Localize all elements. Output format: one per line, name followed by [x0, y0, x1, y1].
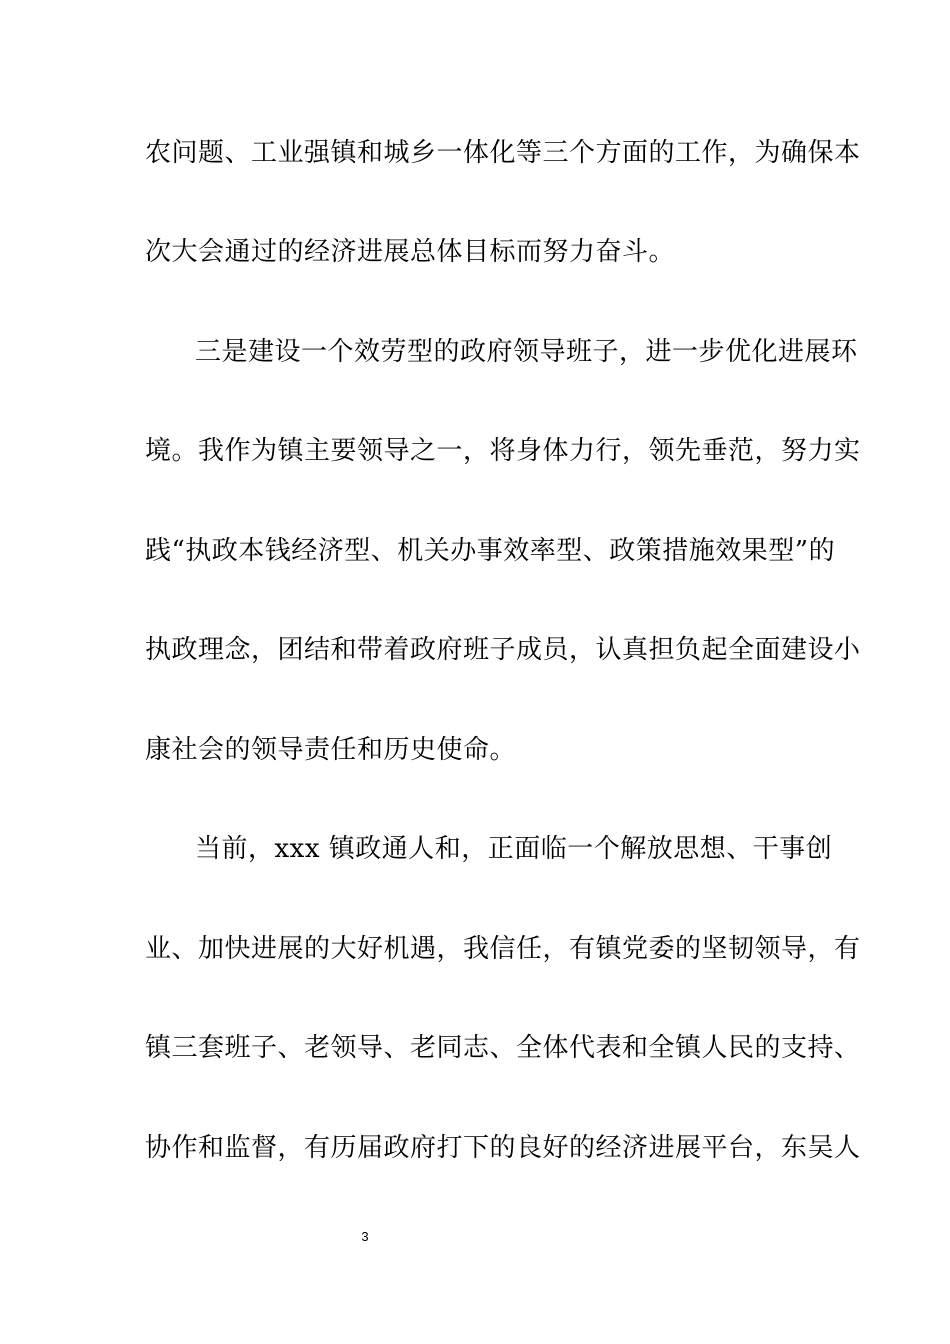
- text-line-7: 康社会的领导责任和历史使命。: [145, 735, 517, 765]
- text-line-6: 执政理念，团结和带着政府班子成员，认真担负起全面建设小: [145, 635, 861, 665]
- text-line-8: 当前，xxx 镇政通人和，正面临一个解放思想、干事创: [195, 834, 833, 864]
- text-line-1: 农问题、工业强镇和城乡一体化等三个方面的工作，为确保本: [145, 138, 861, 168]
- text-line-11: 协作和监督，有历届政府打下的良好的经济进展平台，东吴人: [145, 1133, 861, 1163]
- text-line-9: 业、加快进展的大好机遇，我信任，有镇党委的坚韧领导，有: [145, 934, 861, 964]
- text-line-10: 镇三套班子、老领导、老同志、全体代表和全镇人民的支持、: [145, 1033, 861, 1063]
- text-line-5: 践“执政本钱经济型、机关办事效率型、政策措施效果型”的: [145, 536, 836, 566]
- text-line-2: 次大会通过的经济进展总体目标而努力奋斗。: [145, 237, 676, 267]
- text-line-3: 三是建设一个效劳型的政府领导班子，进一步优化进展环: [195, 337, 858, 367]
- page-number: 3: [361, 1229, 369, 1244]
- text-line-4: 境。我作为镇主要领导之一，将身体力行，领先垂范，努力实: [145, 436, 861, 466]
